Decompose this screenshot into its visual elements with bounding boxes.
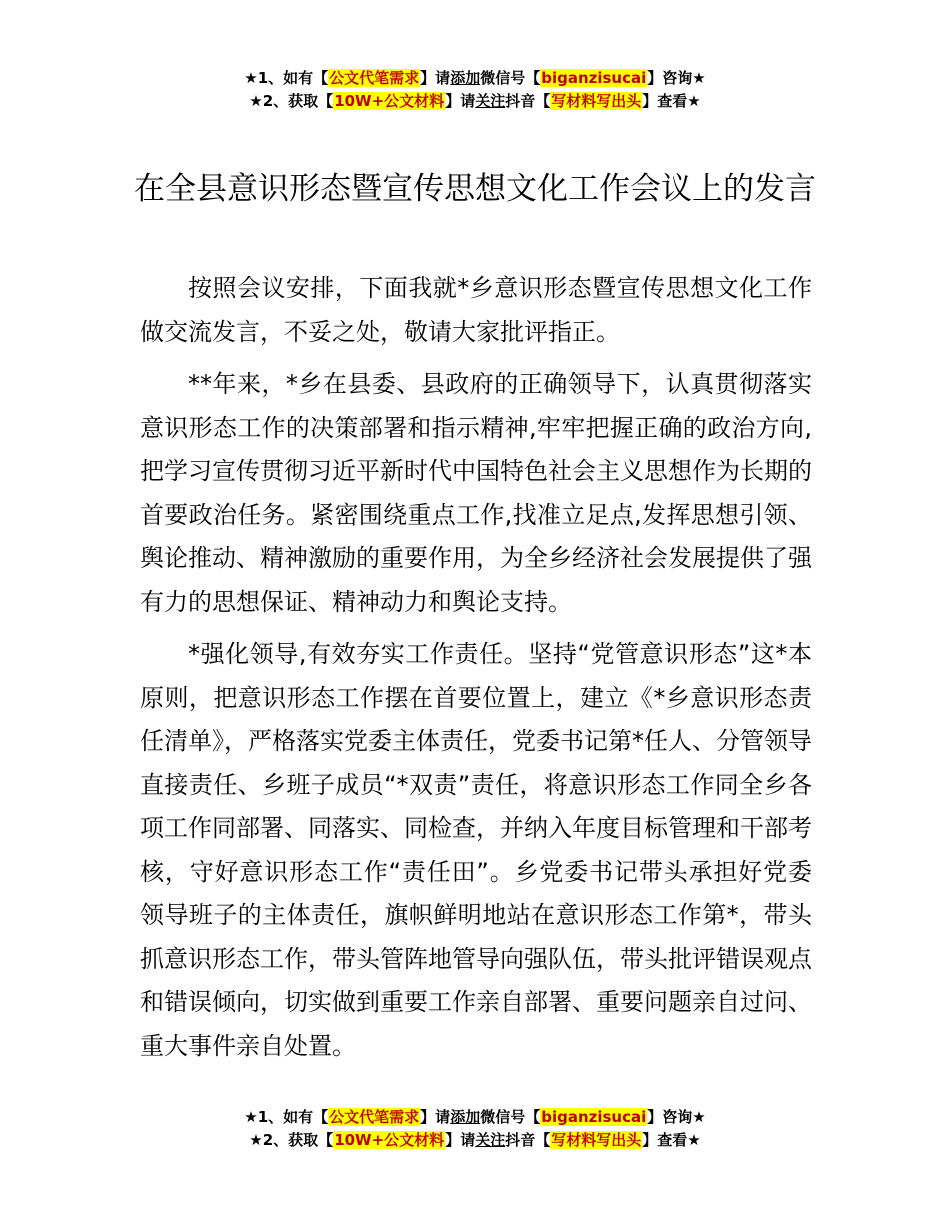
promo-text: 微信号【 xyxy=(480,1108,541,1126)
promo-line-2 xyxy=(0,90,950,113)
promo-line-1 xyxy=(0,1106,950,1129)
promo-underline: 添加 xyxy=(450,1108,481,1126)
promo-highlight: biganzisucai xyxy=(541,69,647,87)
promo-text: ★2、获取【 xyxy=(249,1131,334,1149)
promo-line-2 xyxy=(0,1129,950,1152)
promo-underline: 关注 xyxy=(475,92,506,110)
promo-underline: 关注 xyxy=(475,1131,506,1149)
promo-text: 抖音【 xyxy=(505,92,551,110)
promo-text: 】咨询★ xyxy=(647,1108,706,1126)
promo-highlight: biganzisucai xyxy=(541,1108,647,1126)
promo-text: 】请 xyxy=(445,1131,476,1149)
promo-banner-top xyxy=(0,67,950,113)
document-body xyxy=(140,267,812,1069)
promo-text: ★1、如有【 xyxy=(244,1108,329,1126)
promo-text: 】请 xyxy=(445,92,476,110)
promo-highlight: 写材料写出头 xyxy=(551,92,642,110)
document-title: 在全县意识形态暨宣传思想文化工作会议上的发言 xyxy=(134,171,816,207)
body-paragraph: **年来，*乡在县委、县政府的正确领导下，认真贯彻落实意识形态工作的决策部署和指示精神,牢牢把握正确的政治方向,把学习宣传贯彻习近平新时代中国特色社会主义思想作为长期的首要政治任务。紧密围绕重点工作,找准立足点,发挥思想引领、舆论推动、精神激励的重要作用，为全乡经济社会发展提供了强有力的思想保证、精神动力和舆论支持。 xyxy=(140,370,812,616)
promo-highlight: 10W+公文材料 xyxy=(334,1131,445,1149)
promo-banner-bottom xyxy=(0,1106,950,1152)
promo-underline: 添加 xyxy=(450,69,481,87)
promo-text: 】查看★ xyxy=(642,92,701,110)
promo-text: 微信号【 xyxy=(480,69,541,87)
body-paragraph: 按照会议安排，下面我就*乡意识形态暨宣传思想文化工作做交流发言，不妥之处，敬请大家批评指正。 xyxy=(140,274,812,346)
promo-highlight: 写材料写出头 xyxy=(551,1131,642,1149)
promo-text: 】咨询★ xyxy=(647,69,706,87)
promo-highlight: 10W+公文材料 xyxy=(334,92,445,110)
promo-highlight: 公文代笔需求 xyxy=(329,1108,420,1126)
promo-text: 抖音【 xyxy=(505,1131,551,1149)
promo-text: 】请 xyxy=(420,1108,451,1126)
body-paragraph: *强化领导,有效夯实工作责任。坚持“党管意识形态”这*本原则，把意识形态工作摆在首要位置上，建立《*乡意识形态责任清单》，严格落实党委主体责任，党委书记第*任人、分管领导直接责任、乡班子成员“*双责”责任，将意识形态工作同全乡各项工作同部署、同落实、同检查，并纳入年度目标管理和干部考核，守好意识形态工作“责任田”。乡党委书记带头承担好党委领导班子的主体责任，旗帜鲜明地站在意识形态工作第*，带头抓意识形态工作，带头管阵地管导向强队伍，带头批评错误观点和错误倾向，切实做到重要工作亲自部署、重要问题亲自过问、重大事件亲自处置。 xyxy=(140,640,812,1060)
promo-text: 】查看★ xyxy=(642,1131,701,1149)
promo-text: ★2、获取【 xyxy=(249,92,334,110)
promo-text: 】请 xyxy=(420,69,451,87)
promo-line-1 xyxy=(0,67,950,90)
promo-text: ★1、如有【 xyxy=(244,69,329,87)
promo-highlight: 公文代笔需求 xyxy=(329,69,420,87)
